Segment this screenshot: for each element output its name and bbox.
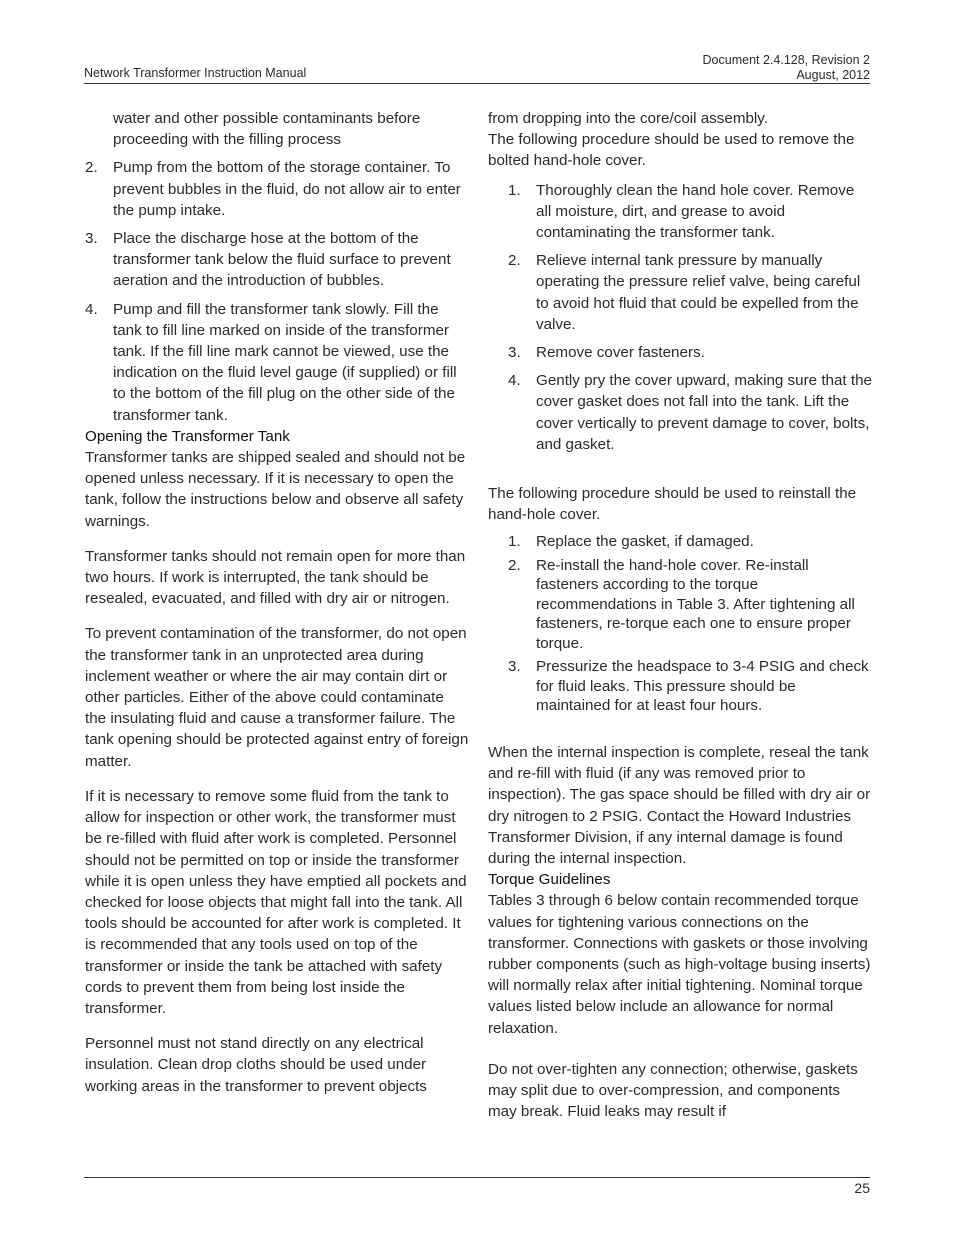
remove-cover-steps <box>488 180 872 455</box>
step-text: Gently pry the cover upward, making sure that the cover gasket does not fall into the tank. Lift the cover vertically to prevent damage to cover, bolts, and gasket. <box>536 372 872 453</box>
reinstall-procedure-intro: The following procedure should be used to reinstall the hand-hole cover. <box>488 485 857 524</box>
step-text: Remove cover fasteners. <box>536 344 705 362</box>
paragraph: To prevent contamination of the transformer, do not open the transformer tank in an unprotected area during inclement weather or where the air may contain dirt or other particles. Either of the above could contaminate the insulating fluid and cause a transformer failure. The tank opening should be protected against entry of foreign matter. <box>85 625 469 770</box>
step-number: 2. <box>85 159 98 177</box>
document-info <box>703 53 870 83</box>
paragraph: Transformer tanks should not remain open for more than two hours. If work is interrupted, the tank should be resealed, evacuated, and filled with dry air or nitrogen. <box>85 547 466 608</box>
step-text: Thoroughly clean the hand hole cover. Remove all moisture, dirt, and grease to avoid contaminating the transformer tank. <box>536 181 855 242</box>
list-item <box>488 370 872 455</box>
final-paragraph: Do not over-tighten any connection; otherwise, gaskets may split due to over-compression, and components may break. Fluid leaks may result if <box>488 1060 858 1121</box>
reinstall-cover-steps <box>488 532 872 716</box>
paragraph: Personnel must not stand directly on any electrical insulation. Clean drop cloths should be used under working areas in the transformer to prevent objects <box>85 1035 427 1095</box>
step-number: 4. <box>508 372 521 390</box>
step-text: Re-install the hand-hole cover. Re-install fasteners according to the torque recommendations in Table 3. After tightening all fasteners, re-torque each one to ensure proper torque. <box>536 556 855 652</box>
filling-steps <box>85 157 469 425</box>
document-date: August, 2012 <box>796 68 870 82</box>
step-number: 2. <box>508 252 521 270</box>
list-item <box>488 250 872 335</box>
step-number: 3. <box>85 230 98 248</box>
step-number: 1. <box>508 533 521 551</box>
inspection-paragraph: When the internal inspection is complete, reseal the tank and re-fill with fluid (if any was removed prior to inspection). The gas space should be filled with dry air or dry nitrogen to 2 PSIG. Contact the Howard Industries Transformer Division, if any internal damage is found during the internal inspection. <box>488 743 871 867</box>
list-item <box>488 556 872 654</box>
list-item <box>488 342 872 363</box>
left-column <box>85 108 469 1097</box>
step-text: Relieve internal tank pressure by manually operating the pressure relief valve, being careful to avoid hot fluid that could be expelled from the valve. <box>536 252 861 333</box>
step-text: Pump and fill the transformer tank slowly. Fill the tank to fill line marked on inside of the transformer tank. If the fill line mark cannot be viewed, use the indication on the fluid level gauge (if supplied) or fill to the bottom of the fill plug on the other side of the transformer tank. <box>113 300 457 424</box>
footer-divider <box>84 1177 870 1178</box>
section-heading-opening-tank: Opening the Transformer Tank <box>85 427 290 445</box>
step-text: Pressurize the headspace to 3-4 PSIG and check for fluid leaks. This pressure should be maintained for at least four hours. <box>536 658 869 715</box>
right-column <box>488 108 872 1122</box>
header-divider <box>84 83 870 84</box>
manual-title: Network Transformer Instruction Manual <box>84 66 307 80</box>
document-number: Document 2.4.128, Revision 2 <box>702 53 870 67</box>
step-number: 1. <box>508 181 521 199</box>
step-number: 4. <box>85 300 98 318</box>
list-item <box>488 532 872 552</box>
section-heading-torque: Torque Guidelines <box>488 871 611 889</box>
paragraph: If it is necessary to remove some fluid from the tank to allow for inspection or other work, the transformer must be re-filled with fluid after work is completed. Personnel should not be permitted on top or inside the transformer while it is open unless they have emptied all pockets and checked for loose objects that might fall into the tank. All tools should be accounted for after work is completed. It is recommended that any tools used on top of the transformer or inside the tank be attached with safety cords to prevent them from being lost inside the transformer. <box>85 787 467 1017</box>
list-item <box>85 299 469 426</box>
step-text: Place the discharge hose at the bottom of the transformer tank below the fluid surface to prevent aeration and the introduction of bubbles. <box>113 230 451 290</box>
list-item <box>488 657 872 716</box>
step-number: 3. <box>508 344 521 362</box>
continuation-text: from dropping into the core/coil assembly. <box>488 110 768 127</box>
list-item <box>85 157 469 221</box>
step-text: Replace the gasket, if damaged. <box>536 533 754 551</box>
list-item <box>488 180 872 244</box>
step-number: 2. <box>508 556 521 574</box>
page-number: 25 <box>854 1180 870 1196</box>
step-number: 3. <box>508 658 521 676</box>
list-item <box>85 228 469 292</box>
paragraph: Transformer tanks are shipped sealed and should not be opened unless necessary. If it is necessary to open the tank, follow the instructions below and observe all safety warnings. <box>85 449 466 530</box>
remove-procedure-intro: The following procedure should be used to remove the bolted hand-hole cover. <box>488 131 855 170</box>
torque-paragraph: Tables 3 through 6 below contain recommended torque values for tightening various connections on the transformer. Connections with gaskets or those involving rubber components (such as high-voltage busing inserts) will normally relax after initial tightening. Nominal torque values listed below include an allowance for normal relaxation. <box>488 892 871 1037</box>
step-text: Pump from the bottom of the storage container. To prevent bubbles in the fluid, do not allow air to enter the pump intake. <box>113 159 461 219</box>
continuation-text: water and other possible contaminants before proceeding with the filling process <box>113 110 421 149</box>
